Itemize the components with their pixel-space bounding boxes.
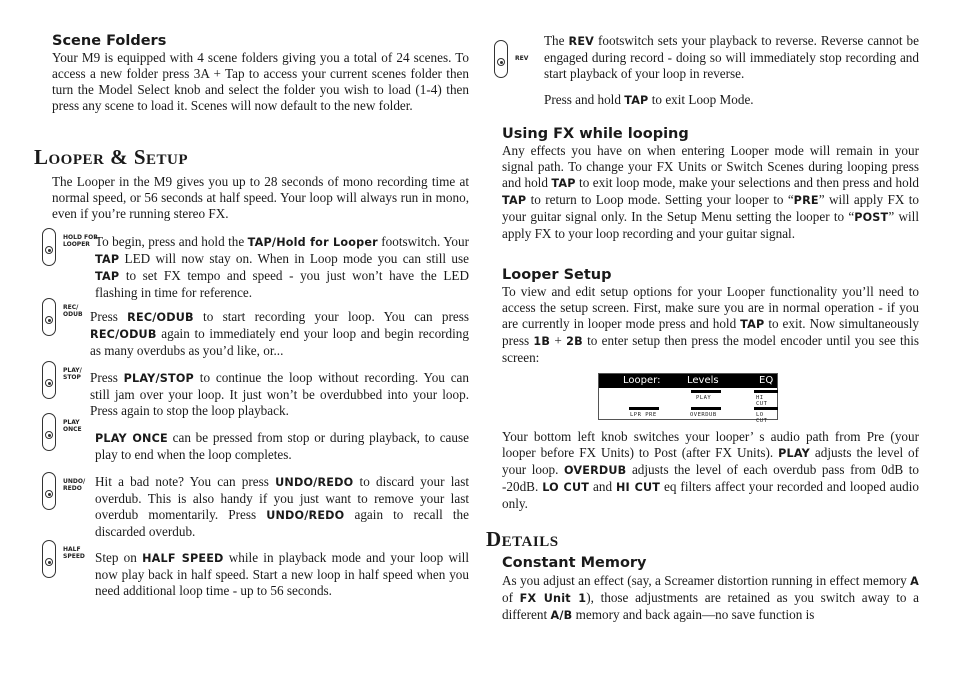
play-once-footswitch-icon xyxy=(42,413,98,453)
text: to exit Loop Mode. xyxy=(648,92,754,107)
tap-footswitch-icon xyxy=(42,228,98,268)
half-speed-paragraph xyxy=(95,550,469,599)
key-rev: REV xyxy=(568,35,595,48)
looper-intro-text: The Looper in the M9 gives you up to 28 seconds of mono recording time at normal speed, or 56 seconds at half speed. Your loop will always run in mono, even if you’re running stereo FX. xyxy=(52,174,469,221)
knobs-paragraph xyxy=(502,429,919,512)
text: to discard your last overdub. This is also handy if you just want to remove your last overdub momentarily. Press xyxy=(95,474,470,522)
text: memory and back again—no save function is xyxy=(572,607,815,622)
looper-setup-title: Looper & Setup xyxy=(34,145,189,169)
lcd-levels-label: Levels xyxy=(687,375,719,386)
key-undo-redo: UNDO/REDO xyxy=(275,476,354,489)
details-title: Details xyxy=(486,527,559,551)
key-play-once: PLAY ONCE xyxy=(95,432,168,445)
lcd-header-bar xyxy=(599,374,777,388)
scene-folders-heading: Scene Folders xyxy=(52,33,167,49)
key-tap: TAP xyxy=(740,318,765,331)
key-hi-cut: HI CUT xyxy=(615,481,661,494)
text: The xyxy=(544,33,569,48)
play-stop-paragraph xyxy=(90,370,469,419)
overdub-level-bar xyxy=(691,407,721,410)
key-fx-unit-1: FX Unit 1 xyxy=(519,592,587,605)
lcd-overdub-label: OVERDUB xyxy=(690,412,717,418)
text: adjusts the level of each overdub pass from 0dB to -20dB. xyxy=(502,462,920,494)
text: + xyxy=(550,333,567,348)
key-pre: PRE xyxy=(793,194,819,207)
text: to exit. Now simultaneously press xyxy=(502,316,920,348)
text: Step on xyxy=(95,550,143,565)
key-tap: TAP/ xyxy=(247,236,277,249)
text: Hit a bad note? You can press xyxy=(95,474,276,489)
constant-memory-paragraph xyxy=(502,573,919,624)
text: footswitch. Your xyxy=(377,234,469,249)
key-rec-odub: REC/ODUB xyxy=(90,328,157,341)
half-speed-footswitch-icon xyxy=(42,540,98,580)
text: to return to Loop mode. Setting your looper to “ xyxy=(526,192,794,207)
text: ” will apply FX to your loop recording and your guitar signal. xyxy=(502,209,919,241)
text: Your bottom left knob switches your looper’ s audio path from Pre (your looper before FX Units) to Post (after FX Units). xyxy=(502,429,919,460)
text: To view and edit setup options for your Looper functionality you’ll need to access the setup screen. First, make sure you are in normal operation - if you are currently in looper mode press and hold xyxy=(502,284,919,331)
key-a: A xyxy=(910,575,919,588)
looper-setup-lcd-screen xyxy=(598,373,778,424)
text: of xyxy=(502,590,520,605)
looper-intro xyxy=(52,174,469,222)
half-speed-icon-label: HALF SPEED xyxy=(63,546,85,560)
text: Press xyxy=(90,309,128,324)
rev-icon-label: REV xyxy=(515,55,529,62)
using-fx-heading: Using FX while looping xyxy=(502,126,689,142)
key-2b: 2B xyxy=(566,335,583,348)
lcd-eq-label: EQ xyxy=(759,375,774,386)
looper-setup-heading: Looper Setup xyxy=(502,267,612,283)
key-slash: /B xyxy=(559,609,573,622)
key-post: POST xyxy=(854,211,889,224)
text: adjusts the level of your loop. xyxy=(502,445,920,477)
key-1b: 1B xyxy=(533,335,551,348)
using-fx-paragraph xyxy=(502,143,919,242)
text: As you adjust an effect (say, a Screamer distortion running in effect memory xyxy=(502,573,911,588)
key-tap: TAP xyxy=(624,94,649,107)
key-tap: TAP xyxy=(95,270,120,283)
text: and xyxy=(589,479,616,494)
key-overdub: OVERDUB xyxy=(563,464,627,477)
key-a: A xyxy=(550,609,560,622)
key-play: PLAY xyxy=(778,447,810,460)
rec-icon-label: REC/ ODUB xyxy=(63,304,83,318)
text: Press and hold xyxy=(544,92,625,107)
text: again to immediately end your loop and begin recording as many overdubs as you’d like, or... xyxy=(90,326,469,358)
lpr-pre-bar xyxy=(629,407,659,410)
key-half-speed: HALF SPEED xyxy=(142,552,224,565)
looper-setup-paragraph xyxy=(502,284,919,366)
text: footswitch sets your playback to reverse. Reverse cannot be engaged during record - doing so will immediately stop recording and start playback of your loop in reverse. xyxy=(544,33,919,81)
rec-paragraph xyxy=(90,309,469,359)
text: to start recording your loop. You can press xyxy=(193,309,469,324)
locut-level-bar xyxy=(754,407,778,410)
text: again to recall the discarded overdub. xyxy=(95,507,469,539)
play-level-bar xyxy=(691,390,721,393)
text: while in playback mode and your loop will now play back in half speed. Start a new loop in half speed when you need additional loop time - up to 56 seconds. xyxy=(95,550,469,598)
text: ” will apply FX to your guitar signal only. In the Setup Menu setting the looper to “ xyxy=(502,192,919,224)
rev-paragraph xyxy=(544,33,919,82)
text: to exit loop mode, make your selections and then press and hold xyxy=(575,175,919,190)
hicut-level-bar xyxy=(754,390,778,393)
undo-redo-paragraph xyxy=(95,474,469,540)
text: To begin, press and hold the xyxy=(95,234,248,249)
undo-redo-footswitch-icon xyxy=(42,472,98,512)
play-once-icon-label: PLAY ONCE xyxy=(63,419,82,433)
lcd-play-label: PLAY xyxy=(696,395,712,401)
text: LED will now stay on. When in Loop mode you can still use xyxy=(119,251,469,266)
text: ), those adjustments are retained as you switch away to a different xyxy=(502,590,919,622)
text: to continue the loop without recording. You can still jam over your loop. It just won’t be overdubbed into your loop. Press again to stop the loop playback. xyxy=(90,370,469,418)
undo-redo-icon-label: UNDO/ REDO xyxy=(63,478,86,492)
play-stop-icon-label: PLAY/ STOP xyxy=(63,367,82,381)
key-rec-odub: REC/ODUB xyxy=(127,311,194,324)
scene-folders-text: Your M9 is equipped with 4 scene folders giving you a total of 24 scenes. To access a new folder press 3A + Tap to access your current scenes folder then turn the Model Select knob and select the folder you wish to load (1-4) then press any scene to load it. Scenes will now default to the new folder. xyxy=(52,50,469,113)
key-lo-cut: LO CUT xyxy=(542,481,590,494)
tap-paragraph xyxy=(95,234,469,301)
lcd-hicut-label: HI CUT xyxy=(756,395,768,407)
key-undo-redo: UNDO/REDO xyxy=(266,509,345,522)
tap-icon-label: HOLD FOR LOOPER xyxy=(63,234,98,248)
text: to set FX tempo and speed - you just won’t have the LED flashing in time for reference. xyxy=(95,268,469,300)
text: Any effects you have on when entering Looper mode will remain in your signal path. To change your FX Units or Switch Scenes during looping press and hold xyxy=(502,143,919,190)
lcd-lpr-pre-label: LPR PRE xyxy=(630,412,657,418)
key-tap: TAP xyxy=(551,177,576,190)
text: eq filters affect your recorded and looped audio only. xyxy=(502,479,919,511)
constant-memory-heading: Constant Memory xyxy=(502,555,647,571)
key-hold-for-looper: Hold for Looper xyxy=(276,236,378,249)
key-play-stop: PLAY/STOP xyxy=(123,372,194,385)
rev-footswitch-icon xyxy=(494,40,550,80)
text: to enter setup then press the model encoder until you see this screen: xyxy=(502,333,920,365)
key-tap: TAP xyxy=(95,253,120,266)
text: Press xyxy=(90,370,124,385)
lcd-looper-label: Looper: xyxy=(623,375,661,386)
lcd-locut-label: LO CUT xyxy=(756,412,768,424)
play-once-paragraph xyxy=(95,430,469,463)
key-tap: TAP xyxy=(502,194,527,207)
exit-loop-paragraph xyxy=(544,92,919,109)
text: can be pressed from stop or during playback, to cause play to end when the loop completes. xyxy=(95,430,469,462)
